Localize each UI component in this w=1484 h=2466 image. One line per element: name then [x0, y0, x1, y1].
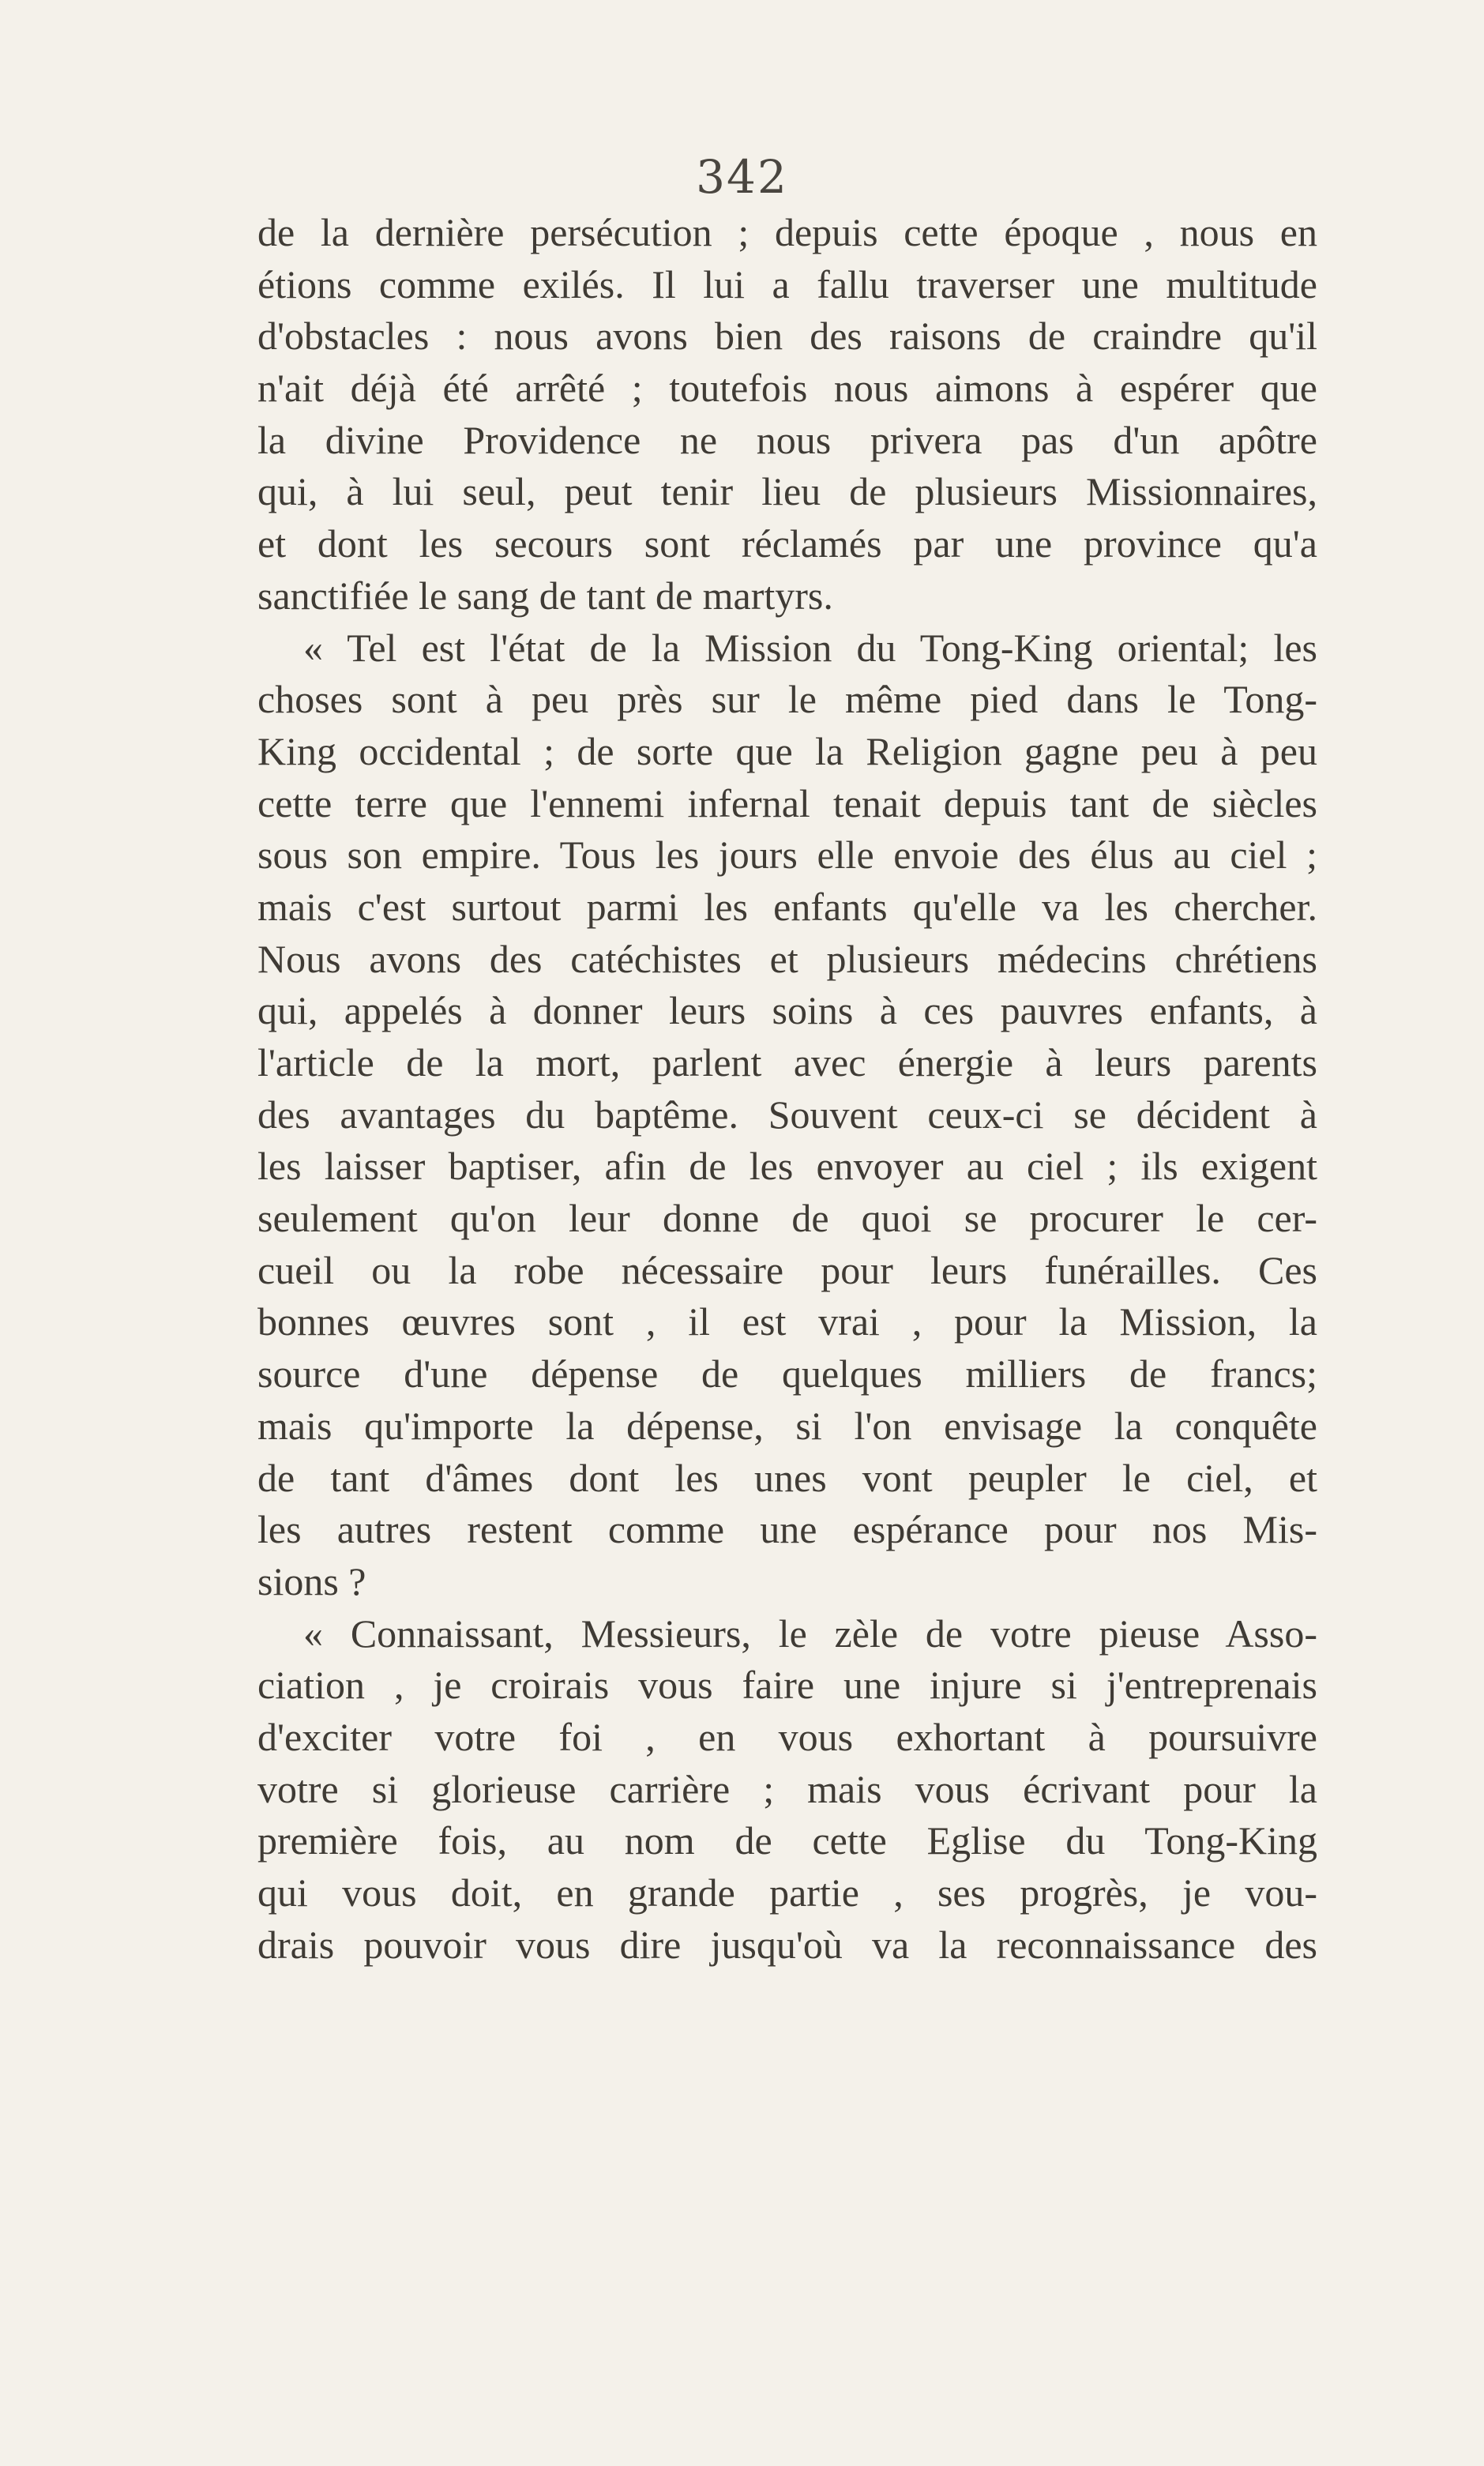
text-line: des avantages du baptême. Souvent ceux-ci se décident à — [257, 1092, 1317, 1137]
text-line: étions comme exilés. Il lui a fallu traverser une multitude — [257, 261, 1317, 306]
text-line: d'obstacles : nous avons bien des raisons de craindre qu'il — [257, 314, 1317, 359]
text-line: les autres restent comme une espérance pour nos Mis- — [257, 1507, 1317, 1552]
text-line: de la dernière persécution ; depuis cette époque , nous en — [257, 210, 1317, 254]
text-line: sions ? — [257, 1558, 366, 1603]
text-line: drais pouvoir vous dire jusqu'où va la reconnaissance des — [257, 1922, 1317, 1967]
body-text — [257, 207, 1317, 1971]
paragraph-start-line: « Tel est l'état de la Mission du Tong-King oriental; les — [303, 625, 1317, 670]
text-line: seulement qu'on leur donne de quoi se procurer le cer- — [257, 1196, 1317, 1241]
text-line: source d'une dépense de quelques milliers de francs; — [257, 1351, 1317, 1397]
text-line: de tant d'âmes dont les unes vont peupler le ciel, et — [257, 1455, 1317, 1500]
text-line: qui vous doit, en grande partie , ses progrès, je vou- — [257, 1870, 1317, 1915]
text-line: choses sont à peu près sur le même pied dans le Tong- — [257, 677, 1317, 722]
text-line: la divine Providence ne nous privera pas d'un apôtre — [257, 417, 1317, 462]
text-line: qui, appelés à donner leurs soins à ces pauvres enfants, à — [257, 988, 1317, 1033]
paragraph-start-line: « Connaissant, Messieurs, le zèle de votre pieuse Asso- — [303, 1611, 1317, 1656]
text-line: King occidental ; de sorte que la Religion gagne peu à peu — [257, 728, 1317, 773]
text-line: mais c'est surtout parmi les enfants qu'elle va les chercher. — [257, 884, 1317, 929]
text-line: bonnes œuvres sont , il est vrai , pour la Mission, la — [257, 1299, 1317, 1344]
text-line: Nous avons des catéchistes et plusieurs médecins chrétiens — [257, 936, 1317, 981]
text-line: cueil ou la robe nécessaire pour leurs funérailles. Ces — [257, 1247, 1317, 1292]
text-line: votre si glorieuse carrière ; mais vous écrivant pour la — [257, 1766, 1317, 1811]
text-line: ciation , je croirais vous faire une injure si j'entreprenais — [257, 1663, 1317, 1708]
text-line: l'article de la mort, parlent avec énergie à leurs parents — [257, 1040, 1317, 1085]
text-line: les laisser baptiser, afin de les envoyer au ciel ; ils exigent — [257, 1144, 1317, 1189]
text-line: et dont les secours sont réclamés par une province qu'a — [257, 521, 1317, 566]
text-line: d'exciter votre foi , en vous exhortant à poursuivre — [257, 1714, 1317, 1759]
page-number: 342 — [696, 150, 788, 204]
text-line: sous son empire. Tous les jours elle envoie des élus au ciel ; — [257, 833, 1317, 878]
text-line: mais qu'importe la dépense, si l'on envisage la conquête — [257, 1403, 1317, 1448]
text-line: première fois, au nom de cette Eglise du Tong-King — [257, 1818, 1317, 1863]
text-line: n'ait déjà été arrêté ; toutefois nous aimons à espérer que — [257, 366, 1317, 411]
text-line: cette terre que l'ennemi infernal tenait depuis tant de siècles — [257, 780, 1317, 825]
text-line: qui, à lui seul, peut tenir lieu de plusieurs Missionnaires, — [257, 469, 1317, 514]
text-line: sanctifiée le sang de tant de martyrs. — [257, 573, 833, 618]
